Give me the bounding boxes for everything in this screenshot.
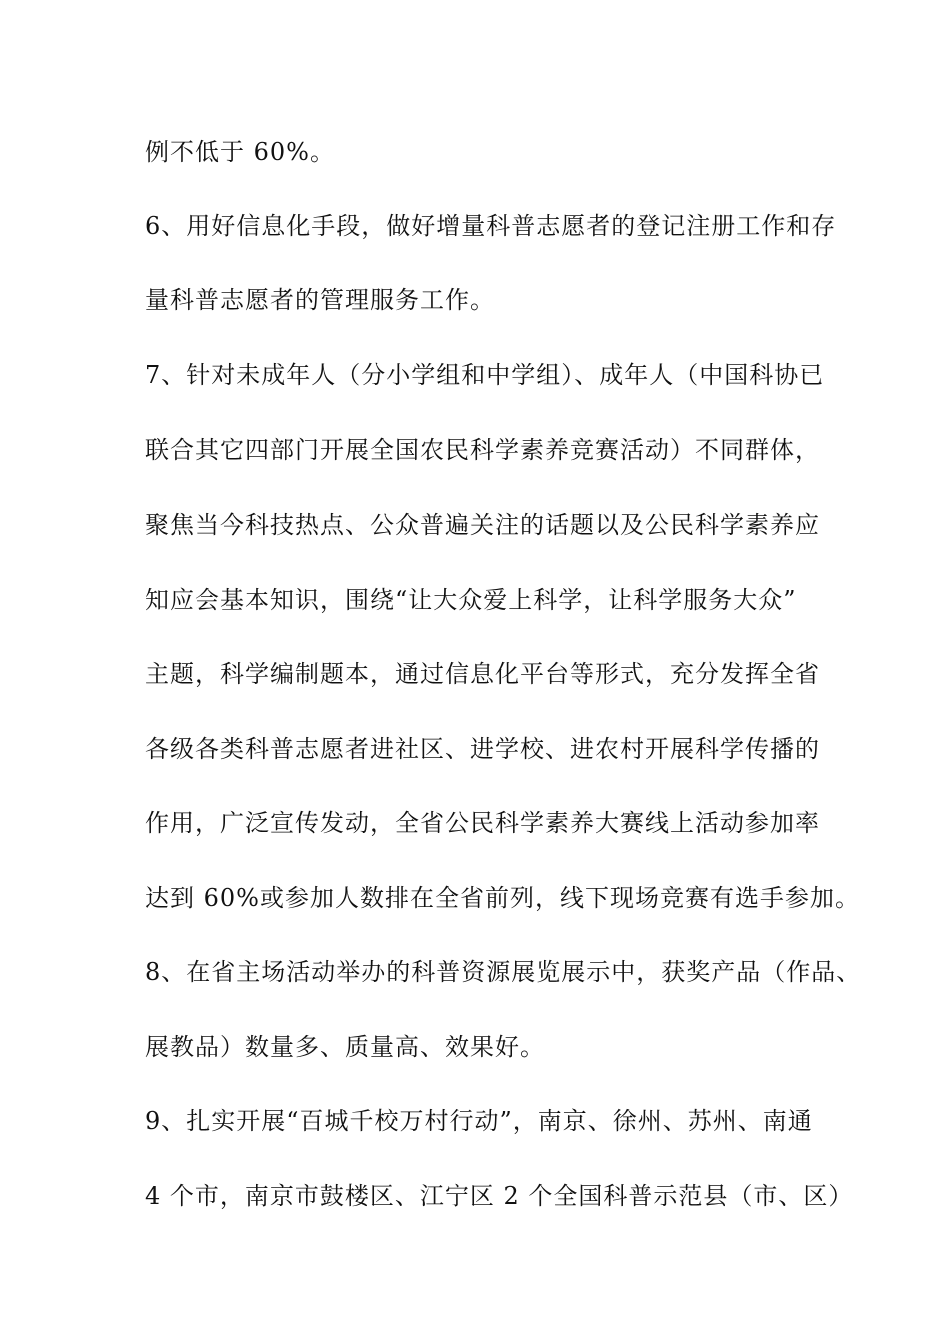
text-line: 例不低于 60%。 <box>145 138 335 166</box>
text-line: 4 个市，南京市鼓楼区、江宁区 2 个全国科普示范县（市、区） <box>145 1182 854 1210</box>
text-line: 量科普志愿者的管理服务工作。 <box>145 286 495 314</box>
text-line: 知应会基本知识，围绕“让大众爱上科学，让科学服务大众” <box>145 586 797 614</box>
text-line: 各级各类科普志愿者进社区、进学校、进农村开展科学传播的 <box>145 735 820 763</box>
text-line: 联合其它四部门开展全国农民科学素养竞赛活动）不同群体， <box>145 436 820 464</box>
text-line: 6、用好信息化手段，做好增量科普志愿者的登记注册工作和存 <box>145 212 837 240</box>
text-line: 达到 60%或参加人数排在全省前列，线下现场竞赛有选手参加。 <box>145 884 860 912</box>
text-line: 8、在省主场活动举办的科普资源展览展示中，获奖产品（作品、 <box>145 958 862 986</box>
text-line: 聚焦当今科技热点、公众普遍关注的话题以及公民科学素养应 <box>145 511 820 539</box>
text-line: 作用，广泛宣传发动，全省公民科学素养大赛线上活动参加率 <box>145 809 820 837</box>
text-line: 主题，科学编制题本，通过信息化平台等形式，充分发挥全省 <box>145 660 820 688</box>
text-line: 7、针对未成年人（分小学组和中学组）、成年人（中国科协已 <box>145 361 825 389</box>
text-line: 9、扎实开展“百城千校万村行动”，南京、徐州、苏州、南通 <box>145 1107 813 1135</box>
text-line: 展教品）数量多、质量高、效果好。 <box>145 1033 545 1061</box>
